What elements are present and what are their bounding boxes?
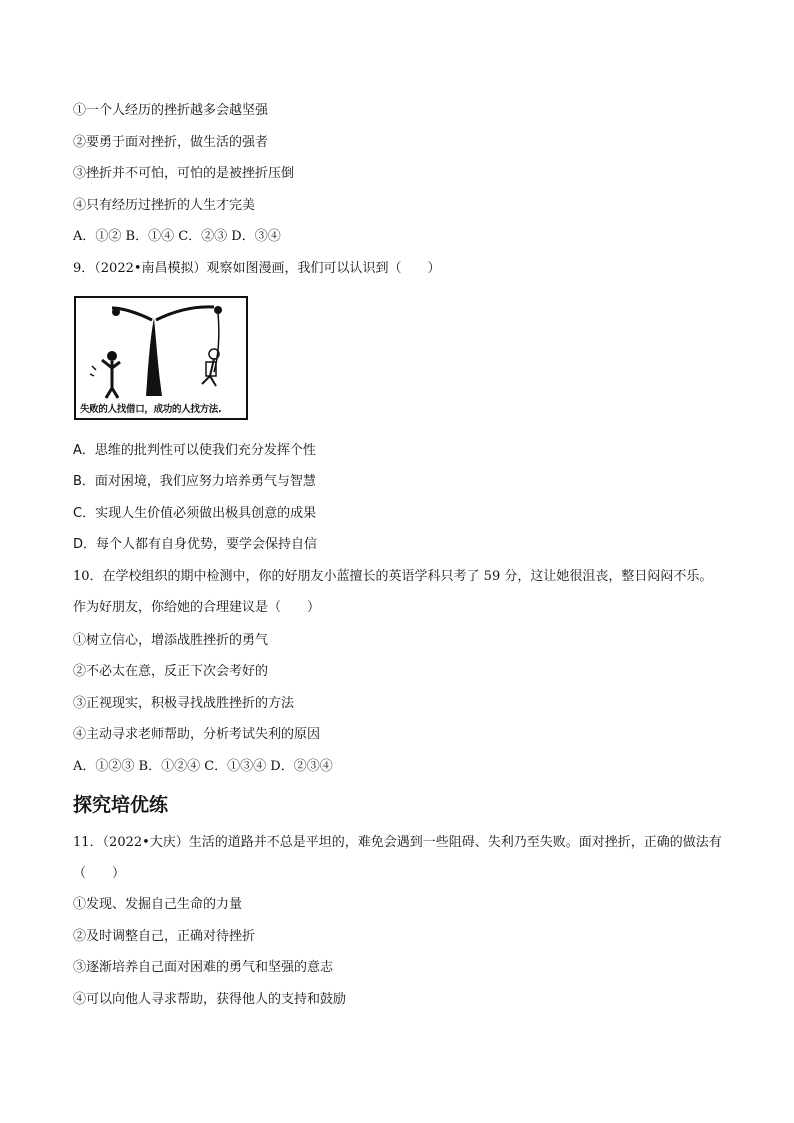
section-title: 探究培优练 xyxy=(73,794,169,816)
q11-option-3: ③逐渐培养自己面对困难的勇气和坚强的意志 xyxy=(73,960,334,975)
q8-choices: A．①② B．①④ C．②③ D．③④ xyxy=(73,229,281,244)
q8-option-1: ①一个人经历的挫折越多会越坚强 xyxy=(73,103,269,118)
q11-option-4: ④可以向他人寻求帮助，获得他人的支持和鼓励 xyxy=(73,992,347,1007)
q11-option-1: ①发现、发掘自己生命的力量 xyxy=(73,897,243,912)
q10-option-3: ③正视现实，积极寻找战胜挫折的方法 xyxy=(73,696,295,711)
q11-option-2: ②及时调整自己，正确对待挫折 xyxy=(73,929,256,944)
cartoon-caption: 失败的人找借口，成功的人找方法. xyxy=(80,404,222,415)
q9-option-b: B．面对困境，我们应努力培养勇气与智慧 xyxy=(73,474,316,489)
q8-option-4: ④只有经历过挫折的人生才完美 xyxy=(73,198,256,213)
q10-option-4: ④主动寻求老师帮助，分析考试失利的原因 xyxy=(73,727,321,742)
q9-cartoon xyxy=(74,296,248,420)
q11-stem: 11．（2022•大庆）生活的道路并不总是平坦的，难免会遇到一些阻碍、失利乃至失败。面对挫折，正确的做法有（ ） xyxy=(73,835,722,881)
q10-stem: 10．在学校组织的期中检测中，你的好朋友小蓝擅长的英语学科只考了 59 分，这让她很沮丧，整日闷闷不乐。作为好朋友，你给她的合理建议是（ ） xyxy=(73,569,713,615)
q8-option-2: ②要勇于面对挫折，做生活的强者 xyxy=(73,135,269,150)
q10-choices: A．①②③ B．①②④ C．①③④ D．②③④ xyxy=(73,759,333,774)
q9-stem: 9．（2022•南昌模拟）观察如图漫画，我们可以认识到（ ） xyxy=(73,261,441,276)
cartoon-drawing xyxy=(76,298,246,402)
q10-option-2: ②不必太在意，反正下次会考好的 xyxy=(73,664,269,679)
q8-option-3: ③挫折并不可怕，可怕的是被挫折压倒 xyxy=(73,166,295,181)
q9-option-c: C．实现人生价值必须做出极具创意的成果 xyxy=(73,506,317,521)
q9-option-d: D．每个人都有自身优势，要学会保持自信 xyxy=(73,537,318,552)
q9-option-a: A．思维的批判性可以使我们充分发挥个性 xyxy=(73,443,316,458)
q10-option-1: ①树立信心，增添战胜挫折的勇气 xyxy=(73,633,269,648)
